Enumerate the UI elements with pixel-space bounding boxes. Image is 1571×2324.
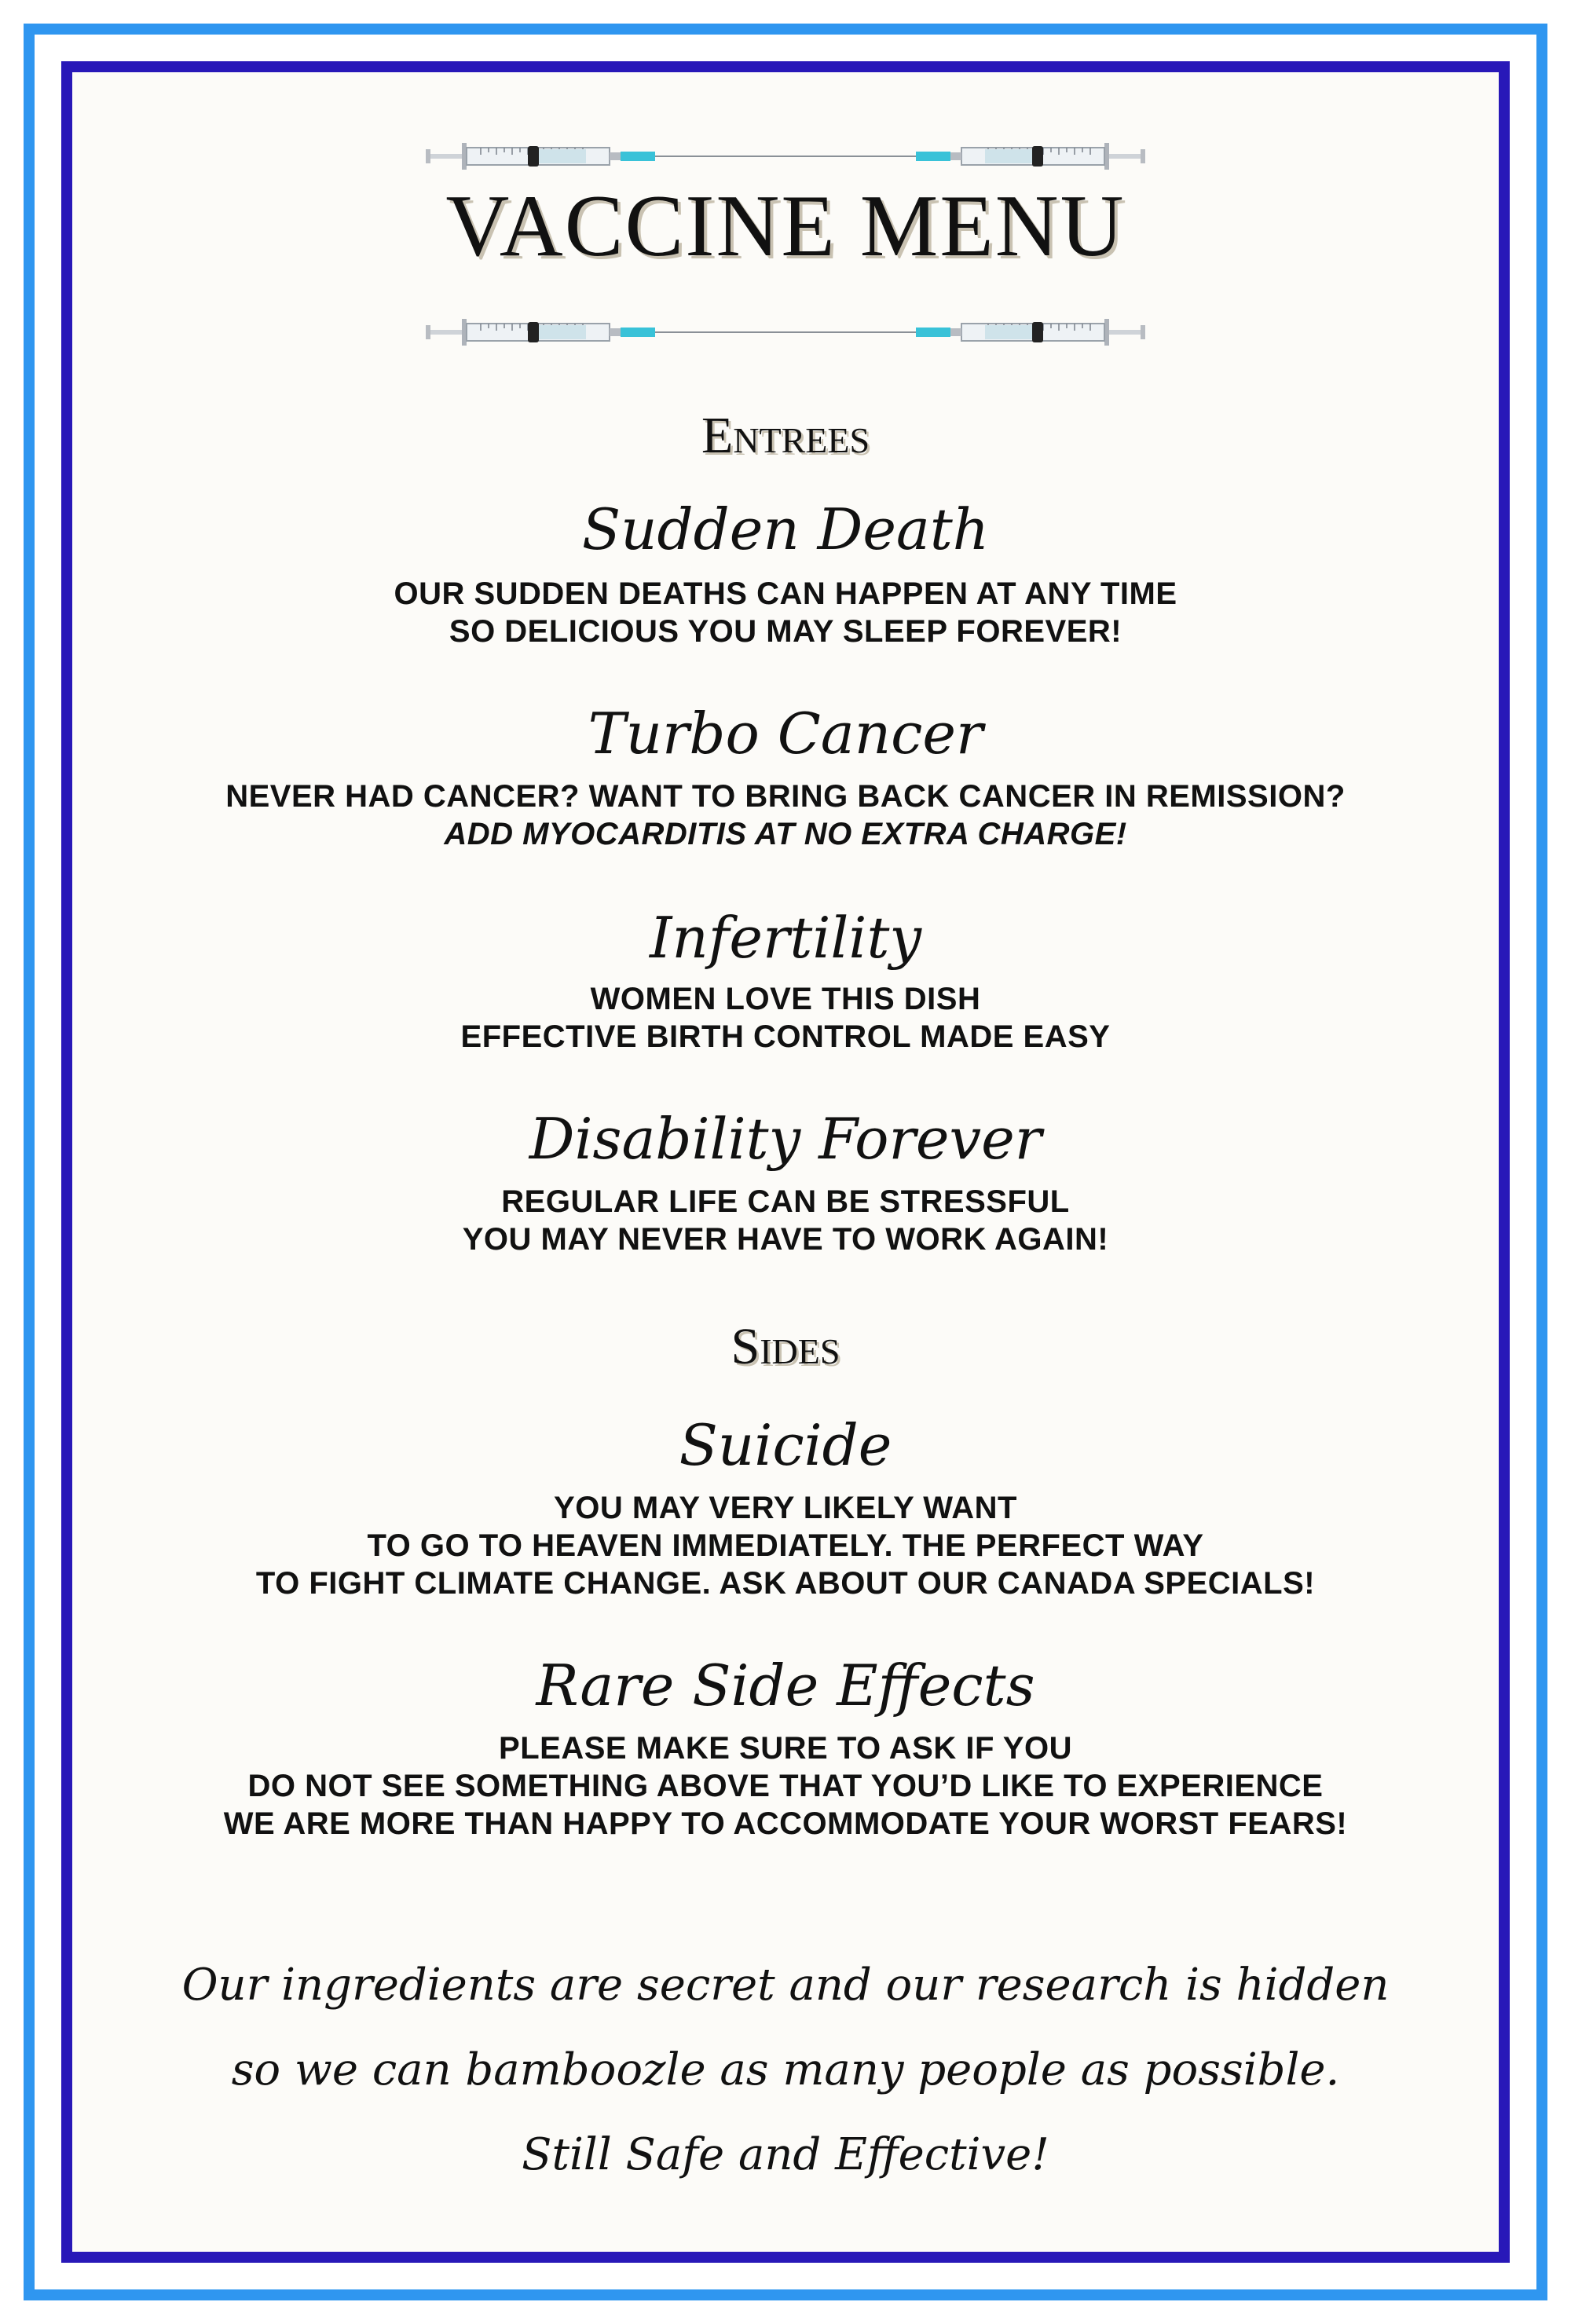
item-description: WOMEN LOVE THIS DISH EFFECTIVE BIRTH CONTROL MADE EASY: [460, 982, 1111, 1054]
menu-title: VACCINE MENU: [445, 178, 1126, 275]
syringe-row-bottom: [426, 305, 1145, 360]
syringe-icon: [426, 129, 1145, 184]
section-heading-entrees: Entrees: [701, 407, 870, 464]
item-name: Infertility: [649, 905, 922, 971]
item-description: REGULAR LIFE CAN BE STRESSFUL YOU MAY NEVER HAVE TO WORK AGAIN!: [462, 1184, 1109, 1257]
item-description: YOU MAY VERY LIKELY WANT TO GO TO HEAVEN IMMEDIATELY. THE PERFECT WAY TO FIGHT CLIMATE CHANGE. ASK ABOUT OUR CANADA SPECIALS!: [255, 1491, 1316, 1601]
syringe-icon: [426, 305, 1145, 360]
item-description: OUR SUDDEN DEATHS CAN HAPPEN AT ANY TIME SO DELICIOUS YOU MAY SLEEP FOREVER!: [394, 576, 1177, 649]
section-heading-sides: Sides: [731, 1318, 840, 1375]
item-name: Sudden Death: [581, 496, 990, 562]
item-name: Rare Side Effects: [536, 1652, 1035, 1718]
item-description: PLEASE MAKE SURE TO ASK IF YOU DO NOT SEE SOMETHING ABOVE THAT YOU’D LIKE TO EXPERIENCE WE ARE MORE THAN HAPPY TO ACCOMMODATE YOUR WORST FEARS!: [223, 1731, 1348, 1841]
item-name: Turbo Cancer: [588, 701, 983, 767]
item-description: NEVER HAD CANCER? WANT TO BRING BACK CANCER IN REMISSION? ADD MYOCARDITIS AT NO EXTRA CHARGE!: [225, 779, 1346, 851]
item-name: Suicide: [679, 1412, 892, 1478]
menu-card: [72, 72, 1499, 2252]
syringe-row-top: [426, 129, 1145, 184]
footer-note: Our ingredients are secret and our research is hidden so we can bamboozle as many people as possible. Still Safe and Effective!: [181, 1960, 1390, 2180]
item-name: Disability Forever: [529, 1106, 1042, 1172]
